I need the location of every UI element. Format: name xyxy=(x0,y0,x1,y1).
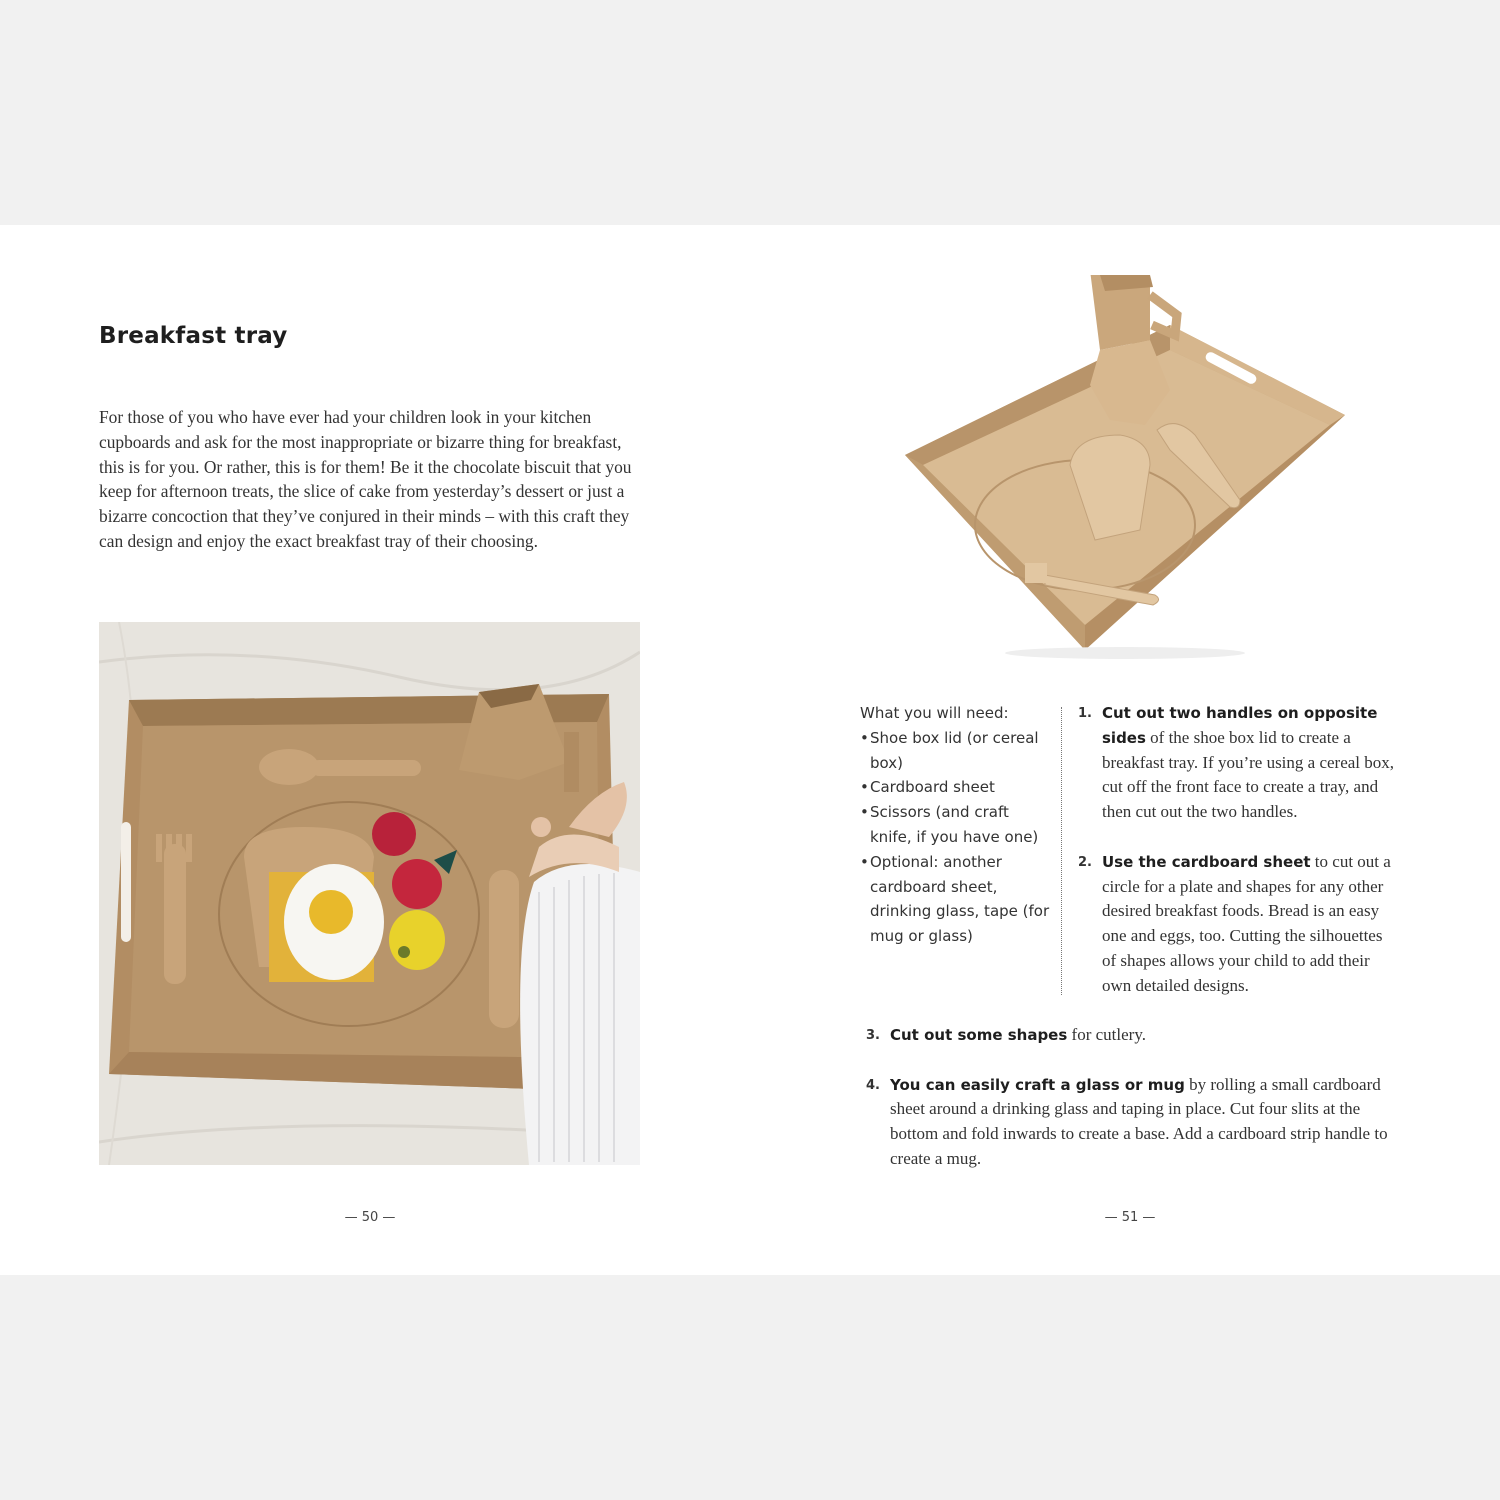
page-title: Breakfast tray xyxy=(99,323,288,349)
step-text: to cut out a circle for a plate and shapes for any other desired breakfast foods. Bread is an easy one and eggs, too. Cutting the silhouettes of shapes allows your child to add their own detailed designs. xyxy=(1102,851,1391,995)
materials-items xyxy=(860,726,1050,949)
step-lead: Cut out some shapes xyxy=(890,1026,1068,1044)
step-number: 3. xyxy=(866,1028,880,1043)
list-item: • Cardboard sheet xyxy=(860,775,1050,800)
materials-list xyxy=(860,701,1050,949)
step-number: 4. xyxy=(866,1077,880,1093)
materials-heading: What you will need: xyxy=(860,704,1009,722)
step-text: for cutlery. xyxy=(1067,1025,1146,1044)
right-page xyxy=(750,225,1500,1275)
step-text: by rolling a small cardboard sheet around a drinking glass and taping in place. Cut four slits at the bottom and fold inwards to create a base. Add a cardboard strip handle to create a mug. xyxy=(890,1074,1388,1168)
step-text: of the shoe box lid to create a breakfast tray. If you’re using a cereal box, cut off the front face to create a tray, and then cut out the two handles. xyxy=(1102,727,1395,822)
intro-paragraph: For those of you who have ever had your children look in your kitchen cupboards and ask for the most inappropriate or bizarre thing for breakfast, this is for you. Or rather, this is for them! Be it the chocolate biscuit that you keep for afternoon treats, the slice of cake from yesterday’s dessert or just a bizarre concoction that they’ve conjured in their minds – with this craft they can design and enjoy the exact breakfast tray of their choosing. xyxy=(99,407,632,551)
dotted-divider xyxy=(1061,707,1062,995)
page-number: — 51 — xyxy=(1104,1210,1156,1225)
list-item: • Optional: another cardboard sheet, drinking glass, tape (for mug or glass) xyxy=(860,850,1050,949)
instruction-step-1 xyxy=(1078,701,1398,825)
instructions-top xyxy=(1078,701,1398,999)
step-number: 2. xyxy=(1078,854,1092,870)
step-number: 1. xyxy=(1078,706,1092,721)
step-lead: Cut out two handles on opposite sides xyxy=(1102,704,1378,747)
list-item: • Shoe box lid (or cereal box) xyxy=(860,726,1050,776)
instructions-bottom xyxy=(866,1023,1398,1172)
step-lead: Use the cardboard sheet xyxy=(1102,852,1311,871)
left-page xyxy=(0,225,750,1275)
step-lead: You can easily craft a glass or mug xyxy=(890,1075,1185,1094)
page-number: — 50 — xyxy=(344,1210,396,1225)
instruction-step-4 xyxy=(866,1073,1398,1172)
list-item: • Scissors (and craft knife, if you have one) xyxy=(860,800,1050,850)
book-spread xyxy=(0,225,1500,1275)
instruction-step-2 xyxy=(1078,850,1398,999)
cardboard-tray-product-image xyxy=(895,275,1355,660)
instruction-step-3 xyxy=(866,1023,1398,1048)
tray-photo xyxy=(99,622,640,1165)
